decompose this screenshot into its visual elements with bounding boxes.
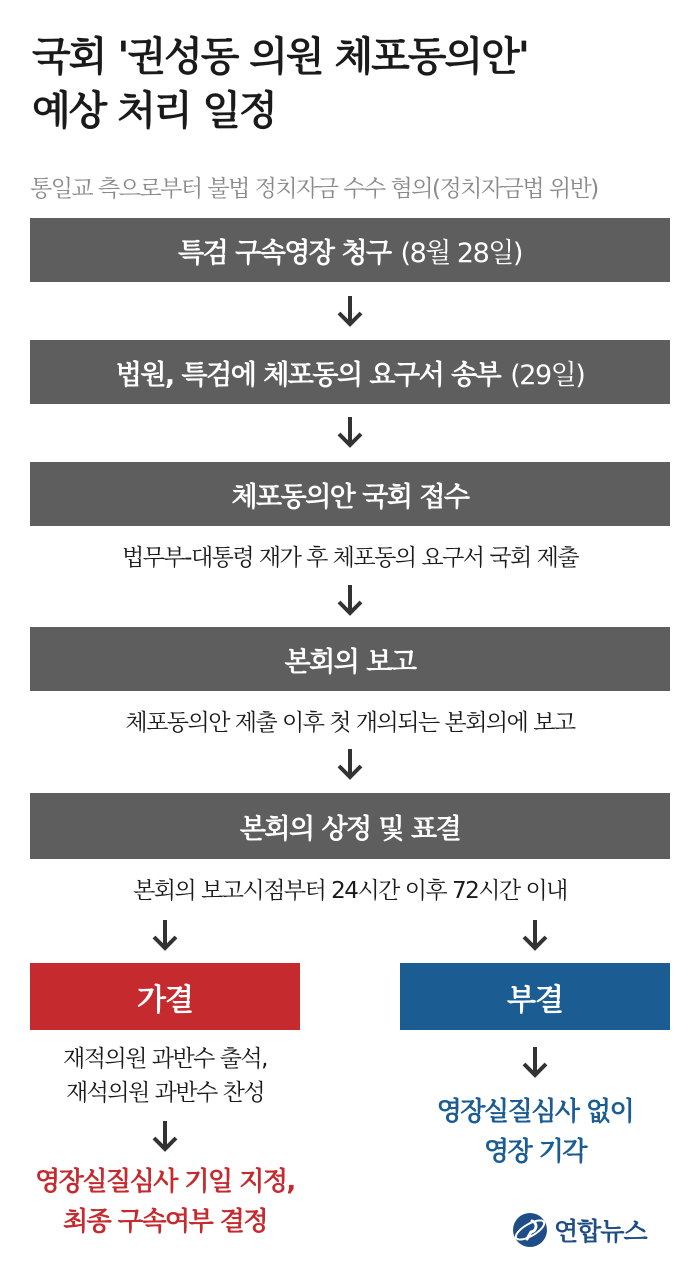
pass-outcome-line: 영장실질심사 기일 지정, [35, 1167, 295, 1197]
logo-text: 연합뉴스 [554, 1217, 647, 1246]
arrow-down-icon [335, 414, 365, 450]
pass-outcome-line: 최종 구속여부 결정 [62, 1207, 268, 1237]
arrow-down-icon [335, 746, 365, 782]
arrow-down-icon [520, 1044, 550, 1080]
step-plenary-vote [30, 793, 670, 859]
step-description: 체포동의안 제출 이후 첫 개의되는 본회의에 보고 [125, 710, 575, 736]
arrow-down-icon [520, 917, 550, 953]
subtitle: 통일교 측으로부터 불법 정치자금 수수 혐의(정치자금법 위반) [30, 176, 598, 202]
step-label: 본회의 상정 및 표결 [239, 813, 461, 845]
step-warrant-request [30, 218, 670, 282]
reject-outcome [385, 1092, 685, 1172]
yonhap-logo-icon [512, 1212, 548, 1248]
yonhap-logo [512, 1208, 647, 1252]
reject-box: 부결 [400, 963, 670, 1030]
reject-outcome-line: 영장실질심사 없이 [436, 1097, 634, 1127]
step-label: 본회의 보고 [284, 646, 416, 678]
pass-box: 가결 [30, 963, 300, 1030]
step-description: 법무부-대통령 재가 후 체포동의 요구서 국회 제출 [121, 545, 579, 571]
pass-condition [15, 1042, 315, 1110]
step-label: 특검 구속영장 청구 [178, 237, 391, 269]
step-court-request [30, 340, 670, 404]
arrow-down-icon [150, 1118, 180, 1154]
step-label: 체포동의안 국회 접수 [231, 481, 469, 513]
pass-condition-line: 재적의원 과반수 출석, [63, 1046, 267, 1072]
reject-outcome-line: 영장 기각 [483, 1137, 587, 1167]
step-assembly-receipt [30, 462, 670, 526]
title-line-1: 국회 '권성동 의원 체포동의안' [32, 34, 528, 80]
step-date: (8월 28일) [400, 237, 522, 269]
page-title [32, 30, 528, 138]
step-plenary-report [30, 627, 670, 691]
step-label: 법원, 특검에 체포동의 요구서 송부 [115, 359, 501, 391]
title-line-2: 예상 처리 일정 [32, 88, 276, 134]
step-date: (29일) [510, 359, 585, 391]
step-description: 본회의 보고시점부터 24시간 이후 72시간 이내 [133, 878, 567, 904]
pass-condition-line: 재석의원 과반수 찬성 [65, 1080, 265, 1106]
arrow-down-icon [150, 917, 180, 953]
arrow-down-icon [335, 293, 365, 329]
arrow-down-icon [335, 582, 365, 618]
pass-outcome [5, 1162, 325, 1242]
